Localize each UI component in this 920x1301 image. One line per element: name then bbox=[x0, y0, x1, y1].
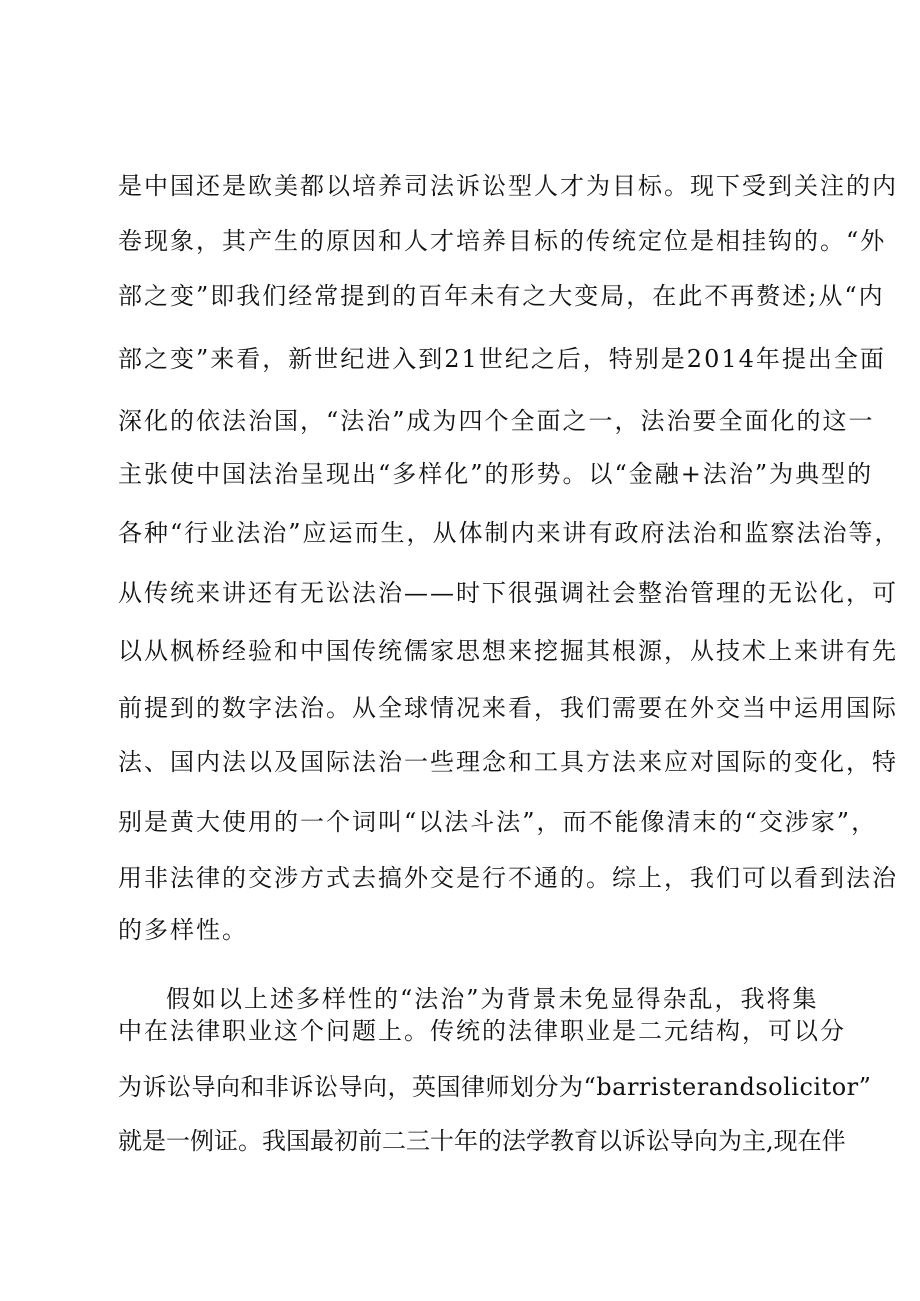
text-line: 卷现象，其产生的原因和人才培养目标的传统定位是相挂钩的。“外 bbox=[118, 227, 887, 255]
text-line: 别是黄大使用的一个词叫“以法斗法”，而不能像清末的“交涉家”， bbox=[118, 808, 878, 836]
text-line: 部之变”来看，新世纪进入到21世纪之后，特别是2014年提出全面 bbox=[118, 345, 886, 373]
text-line: 中在法律职业这个问题上。传统的法律职业是二元结构，可以分 bbox=[118, 1017, 846, 1045]
text-line: 就是一例证。我国最初前二三十年的法学教育以诉讼导向为主,现在伴 bbox=[118, 1127, 846, 1155]
text-line: 从传统来讲还有无讼法治——时下很强调社会整治管理的无讼化，可 bbox=[118, 579, 898, 607]
text-line: 各种“行业法治”应运而生，从体制内来讲有政府法治和监察法治等， bbox=[118, 519, 901, 547]
text-line: 深化的依法治国，“法治”成为四个全面之一，法治要全面化的这一 bbox=[118, 407, 875, 435]
text-line: 主张使中国法治呈现出“多样化”的形势。以“金融+法治”为典型的 bbox=[118, 460, 874, 488]
text-line: 部之变”即我们经常提到的百年未有之大变局，在此不再赘述;从“内 bbox=[118, 282, 885, 310]
text-line: 用非法律的交涉方式去搞外交是行不通的。综上，我们可以看到法治 bbox=[118, 864, 898, 892]
text-line: 以从枫桥经验和中国传统儒家思想来挖掘其根源，从技术上来讲有先 bbox=[118, 637, 898, 665]
text-line: 假如以上述多样性的“法治”为背景未免显得杂乱，我将集 bbox=[166, 985, 819, 1013]
text-line: 是中国还是欧美都以培养司法诉讼型人才为目标。现下受到关注的内 bbox=[118, 172, 898, 200]
text-line: 的多样性。 bbox=[118, 916, 248, 944]
text-line: 前提到的数字法治。从全球情况来看，我们需要在外交当中运用国际 bbox=[118, 694, 898, 722]
text-line: 法、国内法以及国际法治一些理念和工具方法来应对国际的变化，特 bbox=[118, 748, 898, 776]
text-line: 为诉讼导向和非诉讼导向，英国律师划分为“barristerandsolicitor” bbox=[118, 1073, 872, 1101]
